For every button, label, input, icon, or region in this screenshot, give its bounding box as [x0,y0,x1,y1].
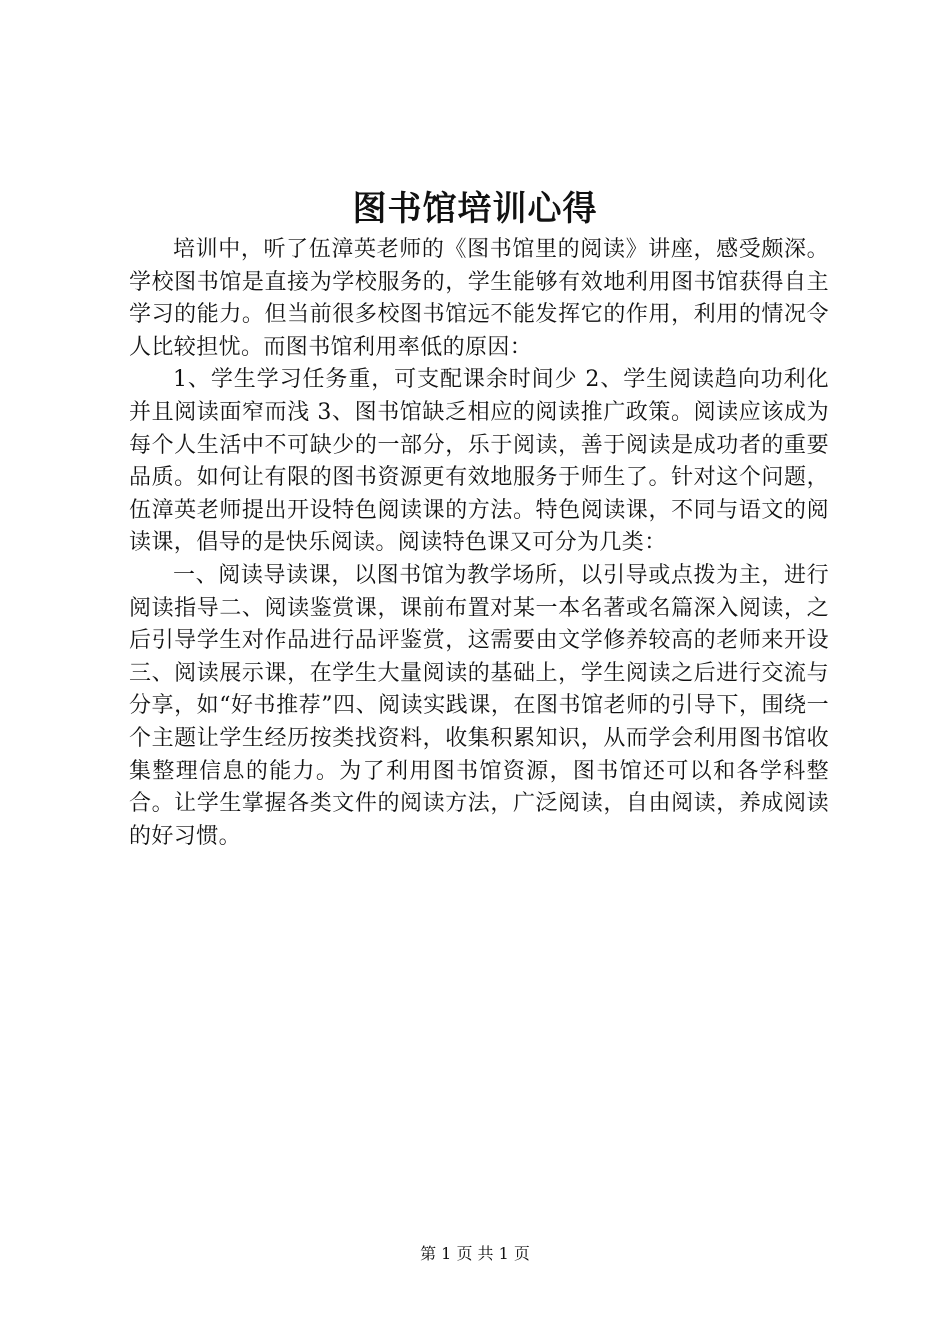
paragraph-reasons: 1、学生学习任务重，可支配课余时间少 2、学生阅读趋向功利化并且阅读面窄而浅 3、图书馆缺乏相应的阅读推广政策。阅读应该成为每个人生活中不可缺少的一部分，乐于阅读，善于阅读是成功者的重要品质。如何让有限的图书资源更有效地服务于师生了。针对这个问题，伍漳英老师提出开设特色阅读课的方法。特色阅读课，不同与语文的阅读课，倡导的是快乐阅读。阅读特色课又可分为几类： [129,367,829,556]
document-body [129,234,829,853]
paragraph-course-types: 一、阅读导读课，以图书馆为教学场所，以引导或点拨为主，进行阅读指导二、阅读鉴赏课，课前布置对某一本名著或名篇深入阅读，之后引导学生对作品进行品评鉴赏，这需要由文学修养较高的老师来开设三、阅读展示课，在学生大量阅读的基础上，学生阅读之后进行交流与分享，如“好书推荐”四、阅读实践课，在图书馆老师的引导下，围绕一个主题让学生经历按类找资料，收集积累知识，从而学会利用图书馆收集整理信息的能力。为了利用图书馆资源，图书馆还可以和各学科整合。让学生掌握各类文件的阅读方法，广泛阅读，自由阅读，养成阅读的好习惯。 [129,562,829,849]
page-footer: 第 1 页 共 1 页 [420,1244,530,1263]
paragraph-intro: 培训中，听了伍漳英老师的《图书馆里的阅读》讲座，感受颇深。学校图书馆是直接为学校服务的，学生能够有效地利用图书馆获得自主学习的能力。但当前很多校图书馆远不能发挥它的作用，利用的情况令人比较担忧。而图书馆利用率低的原因： [129,237,829,360]
page-title: 图书馆培训心得 [352,189,598,229]
